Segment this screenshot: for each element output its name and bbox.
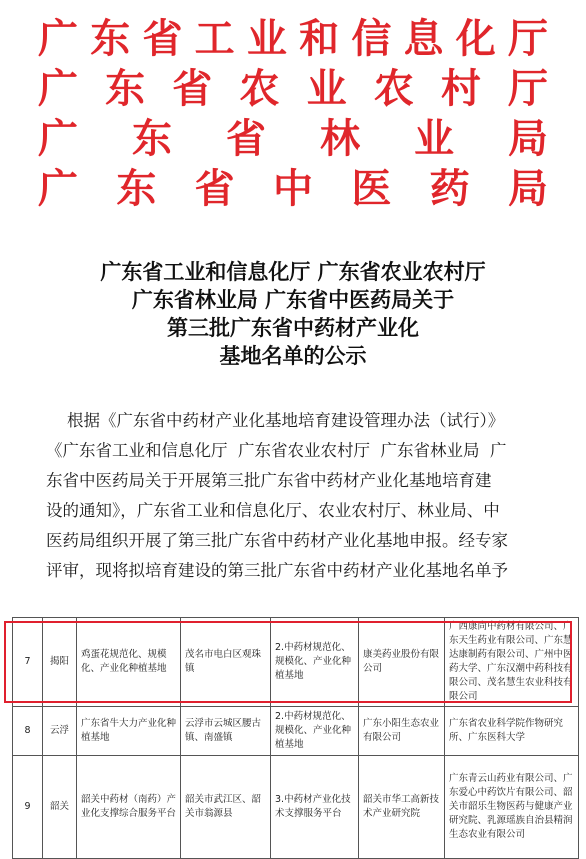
row-location: 韶关市武江区、韶关市翁源县 [181,756,271,859]
row-partners: 广东省农业科学院作物研究所、广东医科大学 [445,707,579,756]
table-row [13,756,579,859]
header-char: 东 [132,115,172,162]
header-char: 广 [38,15,78,62]
header-line-3 [38,114,548,164]
row-city: 韶关 [43,756,77,859]
body-line-4: 设的通知》，广东省工业和信息化厅、农业农村厅、林业局、中 [46,501,500,520]
header-char: 业 [306,65,347,112]
header-char: 广 [38,65,78,112]
body-line-5: 医药局组织开展了第三批广东省中药材产业化基地申报。经专家 [46,531,508,550]
header-char: 工 [194,15,235,62]
header-char: 东 [116,165,157,212]
row-partners: 广东青云山药业有限公司、广东爱心中药饮片有限公司、韶关市韶乐生物医药与健康产业研究院、乳源瑶族自治县精润生态农业有限公司 [445,756,579,859]
header-char: 厅 [507,65,548,112]
header-char: 林 [320,115,360,162]
header-char: 广 [38,115,78,162]
row-company: 韶关市华工高新技术产业研究院 [359,756,445,859]
header-char: 中 [272,165,313,212]
header-char: 东 [105,65,146,112]
header-char: 局 [507,165,548,212]
header-char: 和 [299,15,340,62]
header-char: 省 [226,115,266,162]
header-char: 医 [351,165,392,212]
header-char: 东 [90,15,131,62]
document-title [0,258,586,370]
row-number: 8 [13,707,43,756]
row-company: 广东小阳生态农业有限公司 [359,707,445,756]
header-char: 药 [429,165,470,212]
header-char: 农 [239,65,280,112]
base-list-table [12,617,578,859]
body-line-2: 《广东省工业和信息化厅 广东省农业农村厅 广东省林业局 广 [46,441,507,460]
table-row [13,618,579,707]
row-base-name: 鸡蛋花规范化、规模化、产业化种植基地 [77,618,181,707]
header-char: 厅 [507,15,548,62]
header-char: 局 [508,115,548,162]
row-city: 揭阳 [43,618,77,707]
header-line-1 [38,14,548,64]
header-char: 农 [373,65,414,112]
header-char: 化 [455,15,496,62]
title-line-1: 广东省工业和信息化厅 广东省农业农村厅 [100,260,486,284]
header-line-2 [38,64,548,114]
header-char: 省 [194,165,235,212]
header-char: 广 [38,165,78,212]
row-type: 3.中药材产业化技术支撑服务平台 [271,756,359,859]
header-char: 息 [403,15,444,62]
row-city: 云浮 [43,707,77,756]
header-char: 业 [414,115,454,162]
issuing-authorities-header [38,14,548,214]
title-line-2: 广东省林业局 广东省中医药局关于 [131,288,455,312]
title-line-3: 第三批广东省中药材产业化 [167,316,419,340]
row-location: 茂名市电白区观珠镇 [181,618,271,707]
row-type: 2.中药材规范化、规模化、产业化种植基地 [271,618,359,707]
row-number: 7 [13,618,43,707]
body-line-6: 评审，现将拟培育建设的第三批广东省中药材产业化基地名单予 [46,561,508,580]
header-char: 省 [172,65,213,112]
table-row [13,707,579,756]
row-base-name: 广东省牛大力产业化种植基地 [77,707,181,756]
header-char: 省 [142,15,183,62]
row-number: 9 [13,756,43,859]
header-char: 业 [246,15,287,62]
row-base-name: 韶关中药材（南药）产业化支撑综合服务平台 [77,756,181,859]
header-char: 村 [440,65,481,112]
row-company: 康美药业股份有限公司 [359,618,445,707]
header-char: 信 [351,15,392,62]
row-type: 2.中药材规范化、规模化、产业化种植基地 [271,707,359,756]
body-line-3: 东省中医药局关于开展第三批广东省中药材产业化基地培育建 [46,471,492,490]
title-line-4: 基地名单的公示 [219,344,367,368]
header-line-4 [38,164,548,214]
row-partners: 广西康尚中药材有限公司、广东天生药业有限公司、广东慧达康制药有限公司、广州中医药大学、广东汉潮中药科技有限公司、茂名慧生农业科技有限公司 [445,618,579,707]
row-location: 云浮市云城区腰古镇、南盛镇 [181,707,271,756]
body-line-1: 根据《广东省中药材产业化基地培育建设管理办法（试行）》 [46,411,505,430]
body-paragraph [46,406,546,586]
